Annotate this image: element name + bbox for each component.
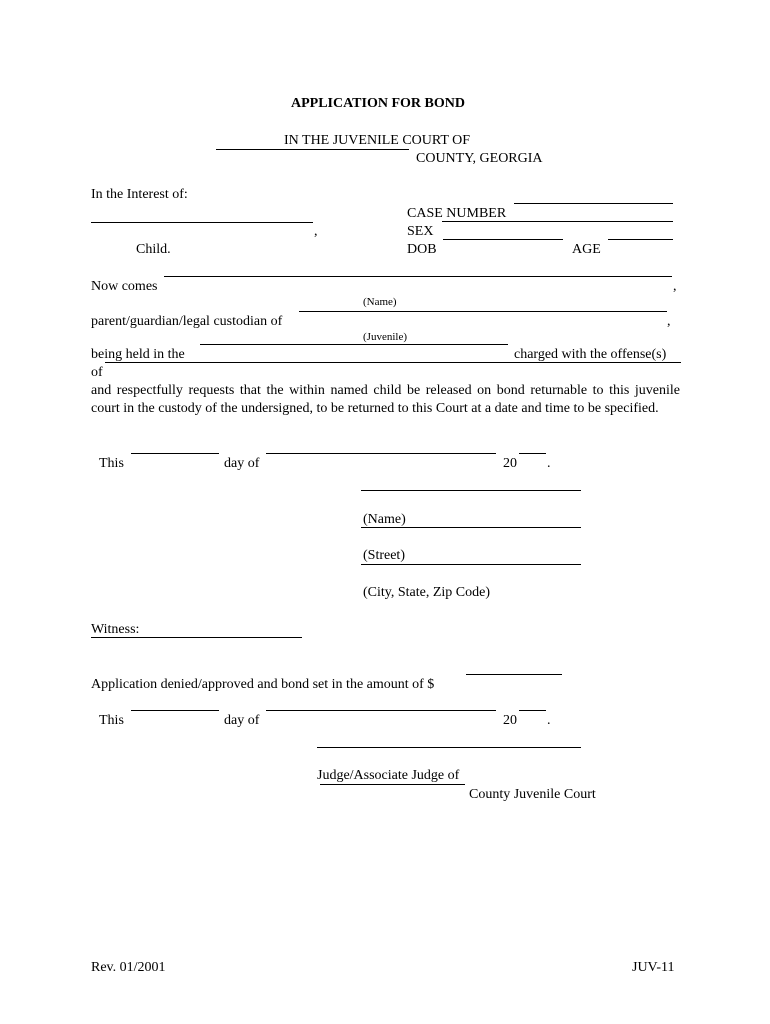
juvenile-caption: (Juvenile) xyxy=(363,331,407,343)
year-blank-2[interactable] xyxy=(519,710,546,711)
year-prefix-1: 20 xyxy=(503,456,517,471)
name-caption: (Name) xyxy=(363,296,397,308)
sex-label: SEX xyxy=(407,224,434,239)
revision-label: Rev. 01/2001 xyxy=(91,960,166,975)
judge-court-label: County Juvenile Court xyxy=(469,787,596,802)
witness-signature-line[interactable] xyxy=(91,637,302,638)
child-label: Child. xyxy=(136,242,171,257)
applicant-name-blank[interactable] xyxy=(164,276,672,277)
signature-street-line[interactable] xyxy=(361,527,581,528)
this-label-1: This xyxy=(99,456,124,471)
this-label-2: This xyxy=(99,713,124,728)
being-held-label: being held in the xyxy=(91,347,185,362)
witness-label: Witness: xyxy=(91,622,140,637)
child-name-blank[interactable] xyxy=(91,222,313,223)
date-period-1: . xyxy=(547,456,551,471)
now-comes-label: Now comes xyxy=(91,279,158,294)
signature-city-caption: (City, State, Zip Code) xyxy=(363,585,491,600)
judge-county-blank[interactable] xyxy=(320,784,465,785)
parent-label: parent/guardian/legal custodian of xyxy=(91,314,283,329)
day-of-label-1: day of xyxy=(224,456,260,471)
day-blank-1[interactable] xyxy=(131,453,219,454)
form-id-label: JUV-11 xyxy=(632,960,675,975)
case-number-label: CASE NUMBER xyxy=(407,206,507,221)
court-line: IN THE JUVENILE COURT OF xyxy=(284,133,471,148)
offense-blank[interactable] xyxy=(105,362,681,363)
age-blank[interactable] xyxy=(608,239,673,240)
county-blank[interactable] xyxy=(216,149,409,150)
request-paragraph: and respectfully requests that the within named child be released on bond returnable to this juvenile court in the custody of the undersigned, to be returned to this Court at a date and time to be specified. xyxy=(91,383,680,416)
county-line: COUNTY, GEORGIA xyxy=(416,151,543,166)
dob-label: DOB xyxy=(407,242,437,257)
juvenile-comma: , xyxy=(667,314,671,329)
interest-of-label: In the Interest of: xyxy=(91,187,188,202)
judge-title: Judge/Associate Judge of xyxy=(317,768,460,783)
day-of-label-2: day of xyxy=(224,713,260,728)
age-label: AGE xyxy=(572,242,601,257)
signature-city-line[interactable] xyxy=(361,564,581,565)
signature-name-line[interactable] xyxy=(361,490,581,491)
case-number-blank[interactable] xyxy=(514,203,673,204)
form-title: APPLICATION FOR BOND xyxy=(291,96,465,111)
month-blank-1[interactable] xyxy=(266,453,496,454)
sex-blank[interactable] xyxy=(442,221,673,222)
charged-with-label: charged with the offense(s) xyxy=(514,347,667,362)
juvenile-name-blank[interactable] xyxy=(299,311,667,312)
signature-street-caption: (Street) xyxy=(363,548,405,563)
year-prefix-2: 20 xyxy=(503,713,517,728)
year-blank-1[interactable] xyxy=(519,453,546,454)
month-blank-2[interactable] xyxy=(266,710,496,711)
bond-amount-blank[interactable] xyxy=(466,674,562,675)
date-period-2: . xyxy=(547,713,551,728)
applicant-comma: , xyxy=(673,279,677,294)
of-label: of xyxy=(91,365,103,380)
judge-signature-line[interactable] xyxy=(317,747,581,748)
held-location-blank[interactable] xyxy=(200,344,508,345)
approval-text: Application denied/approved and bond set in the amount of $ xyxy=(91,677,435,692)
signature-name-caption: (Name) xyxy=(363,512,406,527)
dob-blank[interactable] xyxy=(443,239,563,240)
child-name-comma: , xyxy=(314,224,318,239)
day-blank-2[interactable] xyxy=(131,710,219,711)
